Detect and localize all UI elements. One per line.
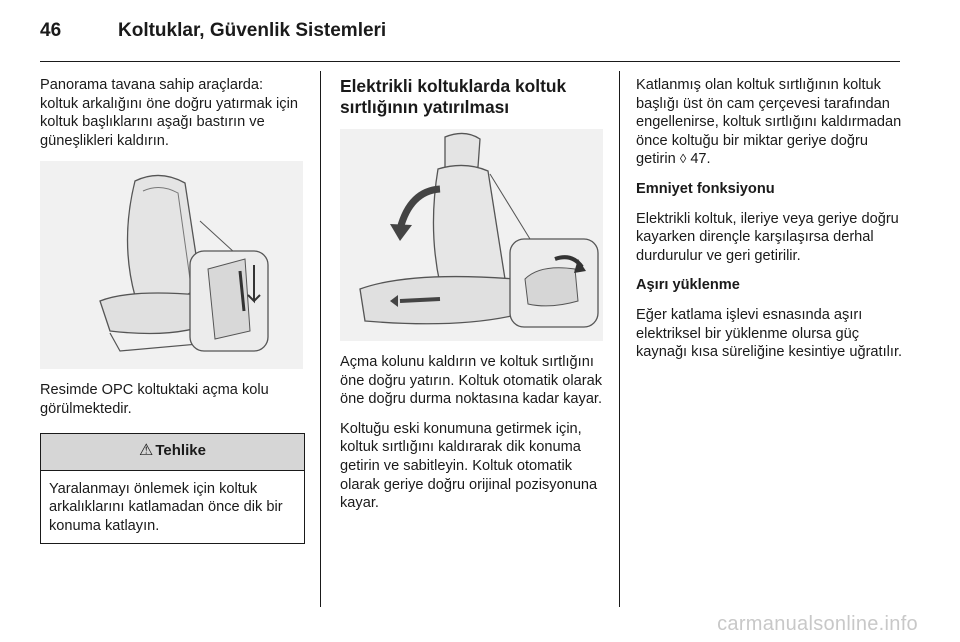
overload-text: Eğer katlama işlevi esnasında aşırı elektriksel bir yüklenme olursa güç kaynağı kısa süreliğine kesintiye uğratılır. (636, 306, 903, 361)
column-3 (636, 76, 906, 373)
headrest-note-text: Katlanmış olan koltuk sırtlığının koltuk başlığı üst ön cam çerçevesi tarafından engellenirse, koltuk sırtlığını kaldırmadan önce koltuğu bir miktar geriye doğru getirin (636, 77, 902, 168)
column-divider-1 (320, 71, 321, 607)
overload-heading: Aşırı yüklenme (636, 277, 740, 294)
header-divider (40, 61, 900, 62)
seat-release-lever-icon (40, 161, 303, 369)
safety-heading: Emniyet fonksiyonu (636, 180, 775, 197)
section-heading: Elektrikli koltuklarda koltuk sırtlığının yatırılması (340, 76, 567, 117)
chapter-title: Koltuklar, Güvenlik Sistemleri (118, 20, 387, 41)
page-ref-icon: ◊ (679, 151, 687, 167)
safety-text: Elektrikli koltuk, ileriye veya geriye doğru kayarken dirençle karşılaşırsa derhal durdurulur ve geri getirilir. (636, 210, 899, 264)
column-divider-2 (619, 71, 620, 607)
seat-fold-arrow-icon (340, 129, 603, 341)
fold-instructions: Açma kolunu kaldırın ve koltuk sırtlığını öne doğru yatırın. Koltuk otomatik olarak öne doğru durma noktasına kadar kayar. (340, 354, 603, 408)
danger-notice (40, 433, 305, 545)
power-seat-illustration (340, 129, 603, 341)
column-2 (340, 76, 605, 524)
intro-paragraph: Panorama tavana sahip araçlarda: koltuk arkalığını öne doğru yatırmak için koltuk başlıklarını aşağı bastırın ve güneşlikleri kaldırın. (40, 77, 298, 149)
danger-text: Yaralanmayı önlemek için koltuk arkalıklarını katlamadan önce dik bir konuma katlayın. (49, 480, 283, 534)
watermark: carmanualsonline.info (717, 613, 918, 635)
danger-header (41, 434, 304, 471)
page-ref-number[interactable]: 47. (690, 151, 711, 168)
page-number: 46 (40, 20, 62, 41)
opc-seat-illustration (40, 161, 303, 369)
column-1 (40, 76, 305, 544)
danger-title: Tehlike (155, 442, 206, 460)
warning-triangle-icon: ⚠ (139, 442, 154, 460)
page-header (40, 20, 900, 48)
headrest-note (636, 76, 906, 169)
restore-instructions: Koltuğu eski konumuna getirmek için, koltuk sırtlığını kaldırarak dik konuma getirin ve sabitleyin. Koltuk otomatik olarak geriye doğru orijinal pozisyonuna kayar. (340, 420, 598, 512)
figure-caption: Resimde OPC koltuktaki açma kolu görülmektedir. (40, 382, 269, 417)
